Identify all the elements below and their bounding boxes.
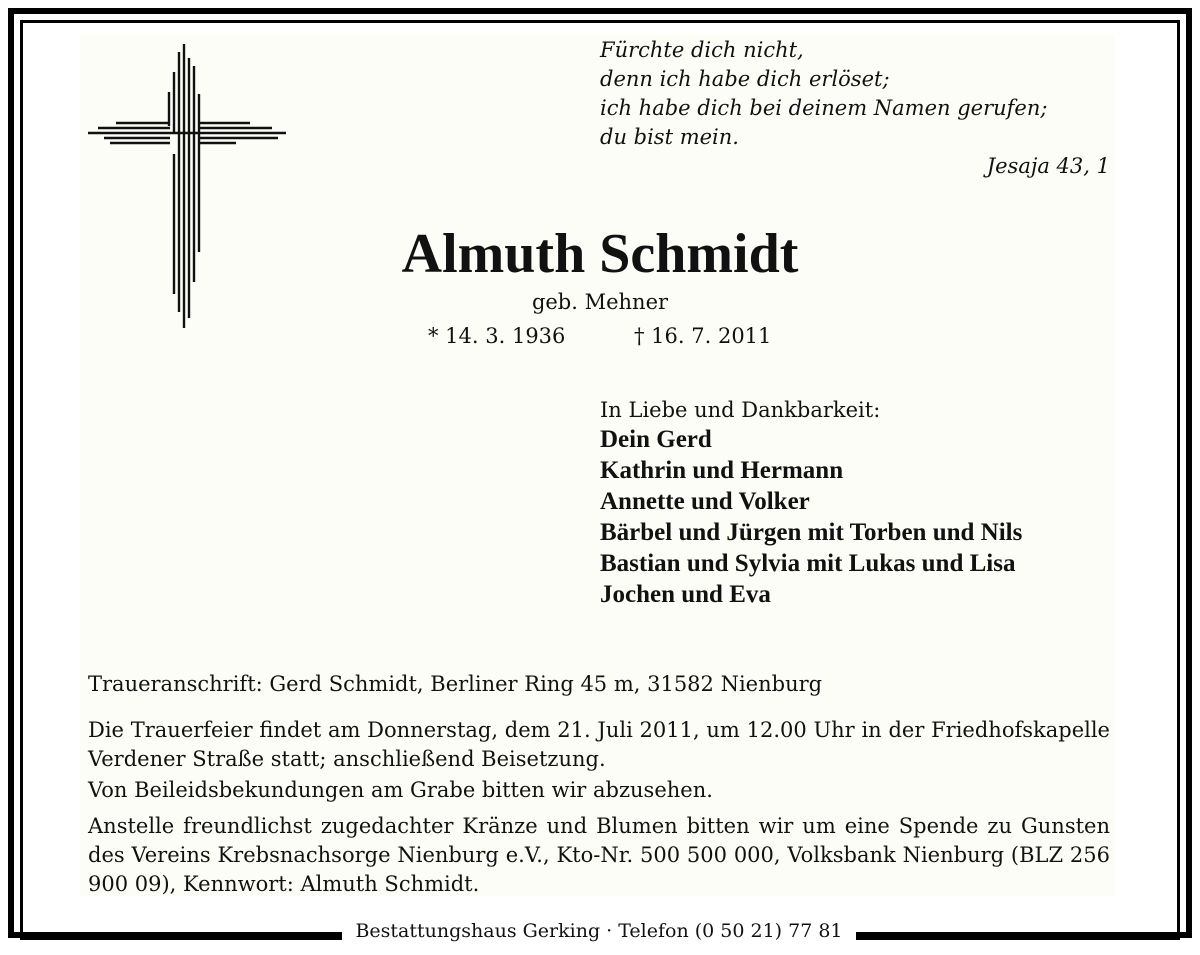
deceased-name: Almuth Schmidt (401, 223, 799, 285)
bible-verse (600, 36, 1110, 178)
verse-line: Fürchte dich nicht, (600, 38, 804, 62)
mourner-name: Bärbel und Jürgen mit Torben und Nils (600, 519, 1023, 546)
mourner-name: Bastian und Sylvia mit Lukas und Lisa (600, 550, 1016, 577)
condolence-note: Von Beileidsbekundungen am Grabe bitten wir abzusehen. (88, 778, 713, 802)
mourner-name: Dein Gerd (600, 426, 712, 453)
mourners-intro: In Liebe und Dankbarkeit: (600, 398, 881, 422)
maiden-name: geb. Mehner (531, 290, 669, 314)
verse-line: ich habe dich bei deinem Namen gerufen; (600, 96, 1048, 120)
donation-request: Anstelle freundlichst zugedachter Kränze und Blumen bitten wir um eine Spende zu Gunsten des Vereins Krebsnachsorge Nienburg e.V., Kto-Nr. 500 500 000, Volksbank Nienburg (BLZ 256 900 09), Kennwort: Almuth Schmidt. (88, 814, 1110, 896)
verse-reference: Jesaja 43, 1 (986, 154, 1110, 178)
ceremony-info: Die Trauerfeier findet am Donnerstag, dem 21. Juli 2011, um 12.00 Uhr in der Friedhofskapelle Verdener Straße statt; anschließend Beisetzung. (88, 718, 1110, 771)
mourner-name: Kathrin und Hermann (600, 457, 844, 484)
mourner-name: Jochen und Eva (600, 581, 771, 608)
mourner-name: Annette und Volker (600, 488, 810, 515)
funeral-home-footer: Bestattungshaus Gerking · Telefon (0 50 21) 77 81 (342, 917, 856, 945)
footer-rule-left (26, 933, 342, 936)
verse-line: denn ich habe dich erlöset; (600, 67, 890, 91)
verse-line: du bist mein. (600, 125, 739, 149)
mourning-address: Traueranschrift: Gerd Schmidt, Berliner Ring 45 m, 31582 Nienburg (88, 672, 823, 696)
mourners-list (600, 396, 1120, 610)
death-date: † 16. 7. 2011 (634, 324, 772, 348)
footer-rule-right (856, 933, 1174, 936)
birth-date: * 14. 3. 1936 (428, 324, 566, 348)
